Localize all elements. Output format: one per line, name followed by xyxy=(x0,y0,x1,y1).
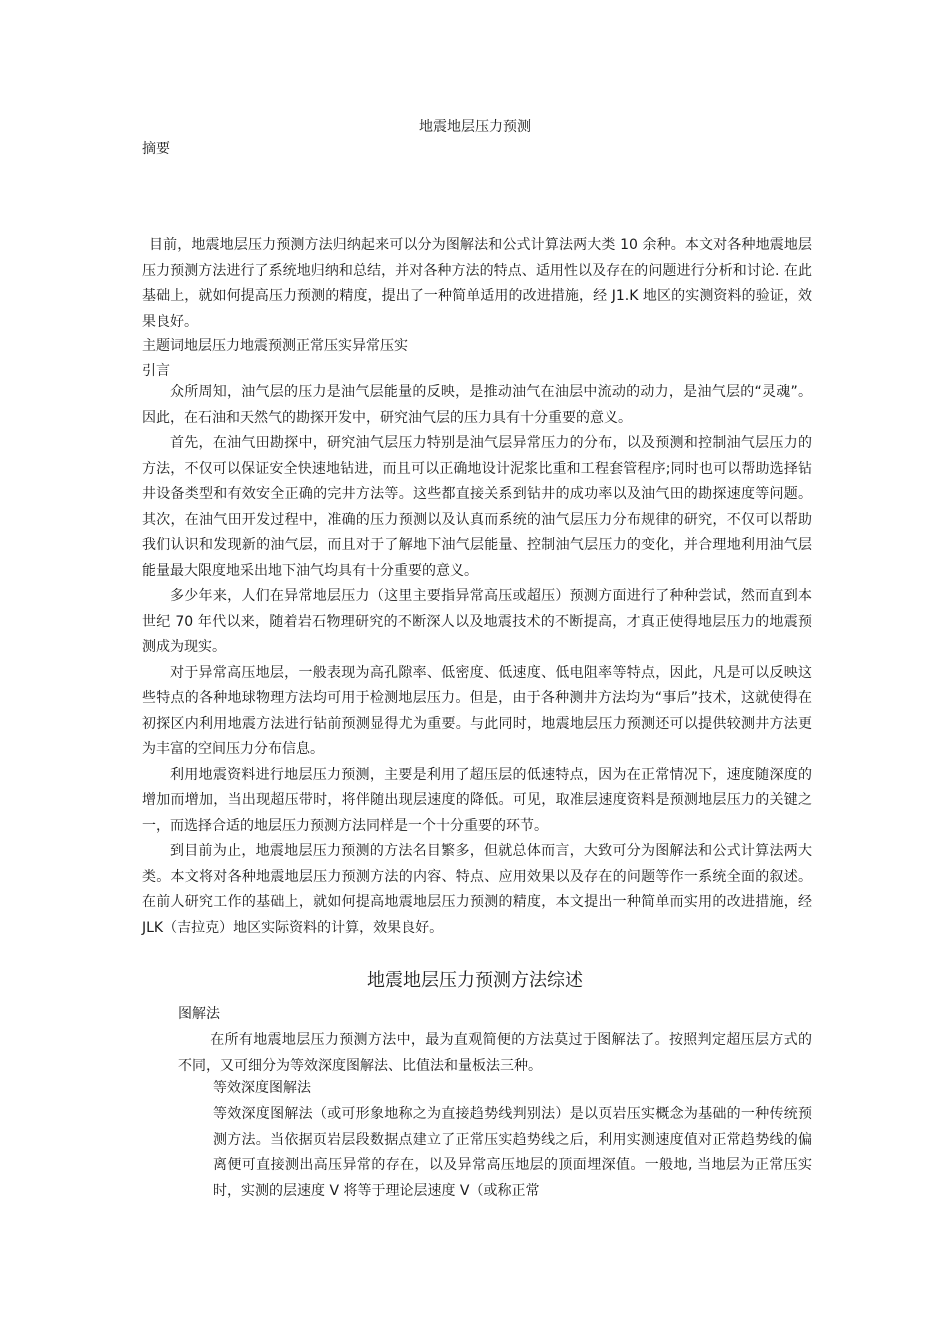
equivalent-depth-section xyxy=(213,1102,812,1204)
graph-method-paragraph: 在所有地震地层压力预测方法中，最为直观简便的方法莫过于图解法了。按照判定超压层方式的不同，又可细分为等效深度图解法、比值法和量板法三种。 xyxy=(178,1032,812,1074)
intro-paragraph: 众所周知，油气层的压力是油气层能量的反映，是推动油气在油层中流动的动力，是油气层的“灵魂”。因此，在石油和天然气的勘探开发中，研究油气层的压力具有十分重要的意义。 xyxy=(142,384,812,426)
subsection-heading-equivalent-depth: 等效深度图解法 xyxy=(213,1080,311,1096)
section-heading: 地震地层压力预测方法综述 xyxy=(367,970,583,991)
intro-label: 引言 xyxy=(142,363,170,379)
intro-paragraph: 利用地震资料进行地层压力预测，主要是利用了超压层的低速特点，因为在正常情况下，速度随深度的增加而增加，当出现超压带时，将伴随出现层速度的降低。可见，取准层速度资料是预测地层压力的关键之一，而选择合适的地层压力预测方法同样是一个十分重要的环节。 xyxy=(142,766,812,834)
keywords-line: 主题词地层压力地震预测正常压实异常压实 xyxy=(142,338,408,354)
abstract-section xyxy=(142,233,812,335)
intro-paragraph: 对于异常高压地层，一般表现为高孔隙率、低密度、低速度、低电阻率等特点，因此，凡是可以反映这些特点的各种地球物理方法均可用于检测地层压力。但是，由于各种测井方法均为“事后”技术，这就使得在初探区内利用地震方法进行钻前预测显得尤为重要。与此同时，地震地层压力预测还可以提供较测井方法更为丰富的空间压力分布信息。 xyxy=(142,664,812,757)
abstract-paragraph: 目前，地震地层压力预测方法归纳起来可以分为图解法和公式计算法两大类 10 余种。本文对各种地震地层压力预测方法进行了系统地归纳和总结，并对各种方法的特点、适用性以及存在的问题进行分析和讨论. 在此基础上，就如何提高压力预测的精度，提出了一种简单适用的改进措施，经 J1.K 地区的实测资料的验证，效果良好。 xyxy=(142,237,812,330)
intro-paragraph: 到目前为止，地震地层压力预测的方法名目繁多，但就总体而言，大致可分为图解法和公式计算法两大类。本文将对各种地震地层压力预测方法的内容、特点、应用效果以及存在的问题等作一系统全面的叙述。在前人研究工作的基础上，就如何提高地震地层压力预测的精度，本文提出一种简单而实用的改进措施，经 JLK（吉拉克）地区实际资料的计算，效果良好。 xyxy=(142,843,812,936)
intro-section xyxy=(142,380,812,941)
equivalent-depth-paragraph: 等效深度图解法（或可形象地称之为直接趋势线判别法）是以页岩压实概念为基础的一种传统预测方法。当依据页岩层段数据点建立了正常压实趋势线之后，利用实测速度值对正常趋势线的偏离便可直接测出高压异常的存在，以及异常高压地层的顶面埋深值。一般地, 当地层为正常压实时，实测的层速度 V 将等于理论层速度 V（或称正常 xyxy=(213,1106,812,1199)
intro-paragraph: 首先，在油气田勘探中，研究油气层压力特别是油气层异常压力的分布，以及预测和控制油气层压力的方法，不仅可以保证安全快速地钻进，而且可以正确地设计泥浆比重和工程套管程序;同时也可以帮助选择钻井设备类型和有效安全正确的完井方法等。这些都直接关系到钻井的成功率以及油气田的勘探速度等问题。其次，在油气田开发过程中，准确的压力预测以及认真而系统的油气层压力分布规律的研究，不仅可以帮助我们认识和发现新的油气层，而且对于了解地下油气层能量、控制油气层压力的变化，并合理地利用油气层能量最大限度地采出地下油气均具有十分重要的意义。 xyxy=(142,435,812,579)
graph-method-section xyxy=(178,1028,812,1079)
intro-paragraph: 多少年来，人们在异常地层压力（这里主要指异常高压或超压）预测方面进行了种种尝试，然而直到本世纪 70 年代以来，随着岩石物理研究的不断深人以及地震技术的不断提高，才真正使得地层压力的地震预测成为现实。 xyxy=(142,588,812,655)
document-title: 地震地层压力预测 xyxy=(419,119,531,135)
subsection-heading-graph: 图解法 xyxy=(178,1006,220,1022)
abstract-label: 摘要 xyxy=(142,141,170,157)
